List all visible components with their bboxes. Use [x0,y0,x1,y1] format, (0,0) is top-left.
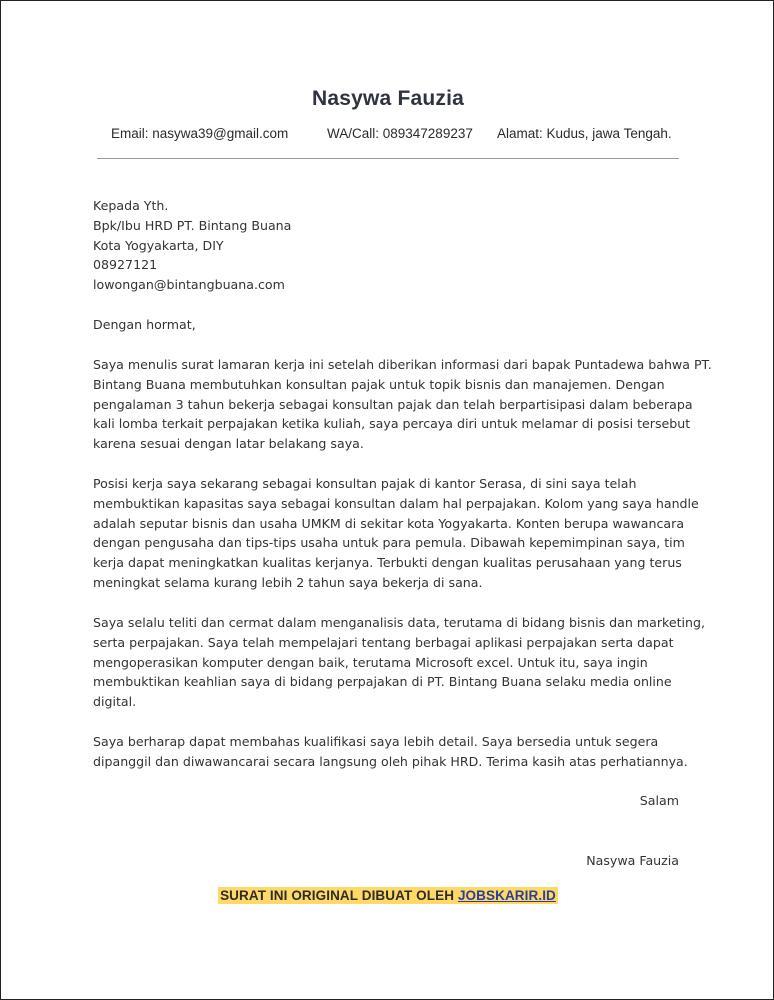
paragraph-line: dengan pengusaha dan tips-tips usaha untuk para pemula. Dibawah kepemimpinan saya, tim [93,535,685,551]
footer-banner [1,885,774,904]
paragraph-line: adalah seputar bisnis dan usaha UMKM di sekitar kota Yogyakarta. Konten berupa wawancara [93,515,685,531]
contact-email: Email: nasywa39@gmail.com [111,126,289,141]
recipient-block [93,196,693,295]
paragraph-line: Bintang Buana membutuhkan konsultan pajak untuk topik bisnis dan manajemen. Dengan [93,376,665,392]
recipient-line: 08927121 [93,257,158,273]
paragraph-line: kali lomba terkait perpajakan ketika kuliah, saya percaya diri untuk melamar di posisi tersebut [93,416,691,432]
paragraph-line: Saya selalu teliti dan cermat dalam menganalisis data, terutama di bidang bisnis dan marketing, [93,615,706,630]
contact-address: Alamat: Kudus, jawa Tengah. [497,126,672,141]
paragraph-line: dipanggil dan diwawancarai secara langsung oleh pihak HRD. Terima kasih atas perhatiannya. [93,753,688,769]
paragraph-line: digital. [93,694,137,710]
paragraph-line: membuktikan kapasitas saya sebagai konsultan dalam hal perpajakan. Kolom yang saya handle [93,495,699,511]
paragraph-4 [93,732,693,772]
recipient-email: lowongan@bintangbuana.com [93,277,285,293]
paragraph-line: meningkat selama kurang lebih 2 tahun saya bekerja di sana. [93,574,483,590]
recipient-line: Bpk/Ibu HRD PT. Bintang Buana [93,217,292,233]
sender-name: Nasywa Fauzia [312,87,464,110]
greeting [93,315,693,335]
paragraph-line: serta perpajakan. Saya telah mempelajari tentang berbagai aplikasi perpajakan serta dapat [93,634,674,650]
contact-phone: WA/Call: 089347289237 [327,126,473,141]
paragraph-line: membuktikan keahlian saya di bidang perpajakan di PT. Bintang Buana selaku media online [93,674,672,690]
paragraph-line: Saya berharap dapat membahas kualifikasi saya lebih detail. Saya bersedia untuk segera [93,734,659,749]
paragraph-2 [93,474,699,593]
paragraph-line: pengalaman 3 tahun bekerja sebagai konsultan pajak dan telah berpartisipasi dalam beberapa [93,396,693,412]
header-divider [97,158,679,159]
footer-highlight [218,887,558,904]
footer-link[interactable]: JOBSKARIR.ID [457,888,556,903]
recipient-line: Kepada Yth. [93,198,169,213]
recipient-line: Kota Yogyakarta, DIY [93,237,224,253]
paragraph-line: Saya menulis surat lamaran kerja ini setelah diberikan informasi dari bapak Puntadewa bahwa PT. [93,357,712,372]
signature-name: Nasywa Fauzia [586,853,679,868]
footer-text: SURAT INI ORIGINAL DIBUAT OLEH [220,888,458,903]
closing: Salam [639,793,679,808]
paragraph-line: kerja dapat meningkatkan kualitas kerjanya. Terbukti dengan kualitas perusahaan yang terus [93,555,682,571]
paragraph-line: karena sesuai dengan latar belakang saya. [93,436,364,452]
paragraph-line: Posisi kerja saya sekarang sebagai konsultan pajak di kantor Serasa, di sini saya telah [93,476,637,491]
greeting-text: Dengan hormat, [93,317,196,332]
paragraph-line: mengoperasikan komputer dengan baik, terutama Microsoft excel. Untuk itu, saya ingin [93,654,648,670]
paragraph-1 [93,355,712,454]
paragraph-3 [93,613,706,712]
